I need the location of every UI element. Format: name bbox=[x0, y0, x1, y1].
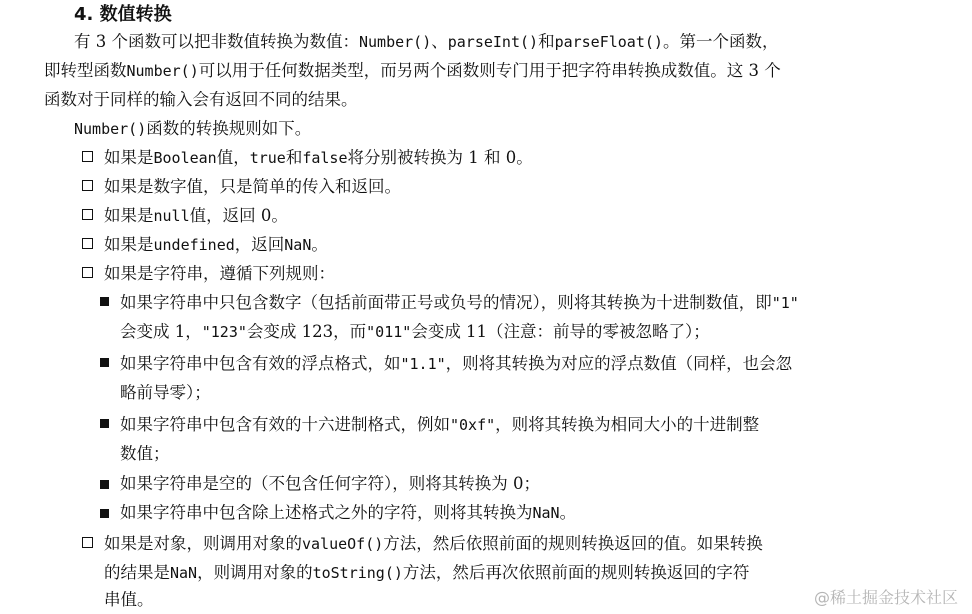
subitem-text: 会变成 11（注意：前导的零被忽略了）； bbox=[411, 322, 710, 341]
checkbox-bullet-icon bbox=[82, 267, 93, 278]
code-parseint: parseInt() bbox=[447, 33, 539, 51]
code-string-123: "123" bbox=[201, 323, 247, 341]
item-text: 将分别被转换为 1 和 0。 bbox=[347, 148, 533, 167]
list-item-object-line-3: 串值。 bbox=[104, 590, 154, 609]
item-text: 值， bbox=[216, 148, 250, 167]
rules-intro-line bbox=[74, 114, 311, 144]
item-text: 如果是 bbox=[104, 148, 154, 167]
checkbox-bullet-icon bbox=[82, 537, 93, 548]
list-item-object-line-2 bbox=[104, 558, 749, 588]
subitem-hex-line-1 bbox=[120, 410, 759, 440]
rules-intro-text: 函数的转换规则如下。 bbox=[146, 119, 312, 138]
intro-text: 有 3 个函数可以把非数值转换为数值： bbox=[74, 32, 359, 51]
intro-text: 即转型函数 bbox=[44, 61, 127, 80]
item-text: ，则调用对象的 bbox=[197, 563, 313, 582]
code-string-1-1: "1.1" bbox=[400, 355, 446, 373]
code-string-1: "1" bbox=[771, 294, 799, 312]
item-text: ，返回 bbox=[234, 235, 285, 254]
item-text: 。 bbox=[311, 235, 328, 254]
list-item-object-line-1 bbox=[104, 529, 763, 559]
subitem-text: 会变成 123，而 bbox=[246, 322, 367, 341]
subitem-other bbox=[120, 498, 576, 528]
subitem-text: 如果字符串中包含有效的十六进制格式，例如 bbox=[120, 415, 450, 434]
item-text: 方法，然后再次依照前面的规则转换返回的字符 bbox=[402, 563, 750, 582]
code-nan: NaN bbox=[170, 564, 198, 582]
code-parsefloat: parseFloat() bbox=[554, 33, 663, 51]
subitem-float-line-2: 略前导零）； bbox=[120, 383, 211, 402]
code-nan: NaN bbox=[532, 504, 560, 522]
watermark: @稀土掘金技术社区 bbox=[813, 588, 958, 607]
list-item-string: 如果是字符串，遵循下列规则： bbox=[104, 264, 335, 283]
intro-line-3: 函数对于同样的输入会有返回不同的结果。 bbox=[44, 90, 358, 109]
subitem-hex-line-2: 数值； bbox=[120, 444, 170, 463]
checkbox-bullet-icon bbox=[82, 209, 93, 220]
intro-line-2 bbox=[44, 56, 781, 86]
checkbox-bullet-icon bbox=[82, 180, 93, 191]
section-heading: 4. 数值转换 bbox=[74, 4, 172, 25]
item-text: 值，返回 0。 bbox=[189, 206, 288, 225]
subitem-digits-line-2 bbox=[120, 317, 710, 347]
code-undefined: undefined bbox=[153, 236, 235, 254]
subitem-float-line-1 bbox=[120, 349, 792, 379]
code-boolean: Boolean bbox=[153, 149, 217, 167]
code-nan: NaN bbox=[284, 236, 312, 254]
list-item-null bbox=[104, 201, 288, 231]
square-bullet-icon bbox=[100, 419, 109, 428]
item-text: 如果是对象，则调用对象的 bbox=[104, 534, 302, 553]
subitem-text: 会变成 1， bbox=[120, 322, 202, 341]
code-true: true bbox=[249, 149, 286, 167]
intro-text: 和 bbox=[538, 32, 555, 51]
checkbox-bullet-icon bbox=[82, 238, 93, 249]
subitem-text: 如果字符串中包含除上述格式之外的字符，则将其转换为 bbox=[120, 503, 533, 522]
code-number: Number() bbox=[74, 120, 147, 138]
subitem-text: 如果字符串中只包含数字（包括前面带正号或负号的情况），则将其转换为十进制数值，即 bbox=[120, 293, 772, 312]
square-bullet-icon bbox=[100, 297, 109, 306]
code-tostring: toString() bbox=[312, 564, 403, 582]
subitem-digits-line-1 bbox=[120, 288, 799, 318]
list-item-number: 如果是数字值，只是简单的传入和返回。 bbox=[104, 177, 401, 196]
subitem-text: 。 bbox=[559, 503, 577, 522]
code-valueof: valueOf() bbox=[302, 535, 384, 553]
subitem-text: 如果字符串中包含有效的浮点格式，如 bbox=[120, 354, 401, 373]
square-bullet-icon bbox=[100, 509, 109, 518]
item-text: 如果是 bbox=[104, 235, 154, 254]
intro-text: 、 bbox=[431, 32, 448, 51]
code-number: Number() bbox=[126, 62, 199, 80]
square-bullet-icon bbox=[100, 480, 109, 489]
subitem-text: ，则将其转换为对应的浮点数值（同样，也会忽 bbox=[445, 354, 793, 373]
intro-line-1 bbox=[74, 27, 778, 57]
code-number: Number() bbox=[359, 33, 432, 51]
code-false: false bbox=[302, 149, 348, 167]
subitem-empty: 如果字符串是空的（不包含任何字符），则将其转换为 0； bbox=[120, 474, 540, 493]
item-text: 如果是 bbox=[104, 206, 154, 225]
intro-text: 可以用于任何数据类型，而另两个函数则专门用于把字符串转换成数值。这 3 个 bbox=[198, 61, 781, 80]
item-text: 和 bbox=[285, 148, 303, 167]
list-item-boolean bbox=[104, 143, 533, 173]
list-item-undefined bbox=[104, 230, 328, 260]
code-null: null bbox=[153, 207, 190, 225]
intro-text: 。第一个函数， bbox=[662, 32, 779, 51]
item-text: 方法，然后依照前面的规则转换返回的值。如果转换 bbox=[383, 534, 763, 553]
code-string-0xf: "0xf" bbox=[450, 416, 496, 434]
code-string-011: "011" bbox=[366, 323, 412, 341]
square-bullet-icon bbox=[100, 358, 109, 367]
subitem-text: ，则将其转换为相同大小的十进制整 bbox=[495, 415, 760, 434]
checkbox-bullet-icon bbox=[82, 151, 93, 162]
item-text: 的结果是 bbox=[104, 563, 170, 582]
